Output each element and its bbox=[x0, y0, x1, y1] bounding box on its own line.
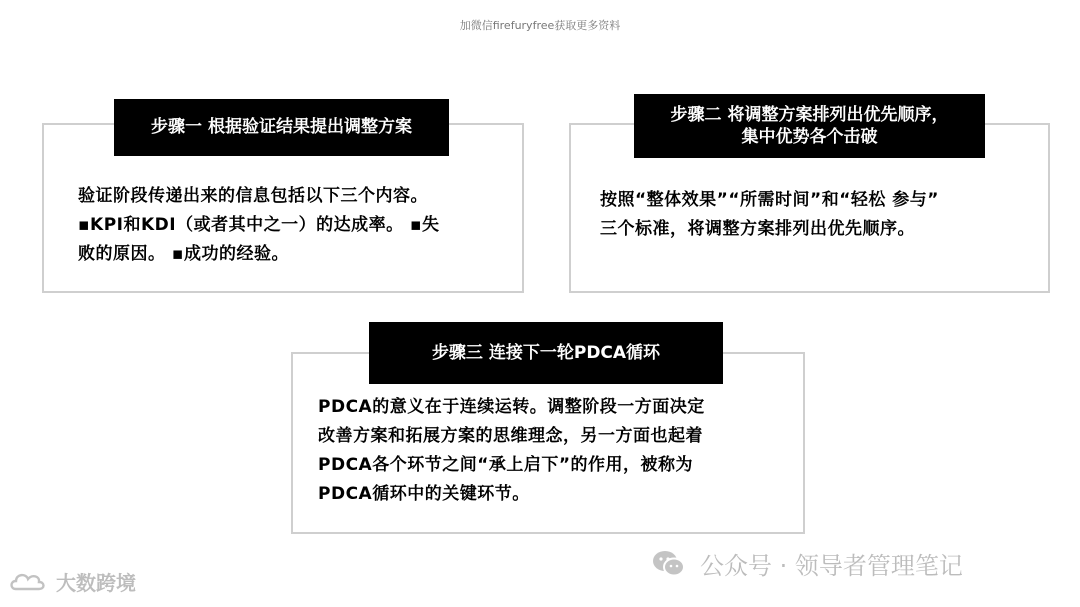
step-one-line: 败的原因。 ▪成功的经验。 bbox=[78, 243, 289, 264]
step-two-title-line: 步骤二 将调整方案排列出优先顺序， bbox=[670, 104, 949, 125]
step-two-title-line: 集中优势各个击破 bbox=[741, 127, 878, 147]
cloud-logo-icon bbox=[8, 569, 52, 595]
step-three-line: 改善方案和拓展方案的思维理念，另一方面也起着 bbox=[318, 425, 703, 446]
step-three-title: 步骤三 连接下一轮PDCA循环 bbox=[369, 322, 723, 384]
step-two-body bbox=[600, 186, 1040, 244]
wechat-watermark-text: 公众号 · 领导者管理笔记 bbox=[700, 552, 963, 580]
step-two-line: 三个标准，将调整方案排列出优先顺序。 bbox=[600, 218, 915, 239]
top-note: 加微信firefuryfree获取更多资料 bbox=[459, 19, 621, 32]
brand-watermark bbox=[8, 567, 136, 596]
wechat-watermark bbox=[652, 546, 963, 581]
step-one-title: 步骤一 根据验证结果提出调整方案 bbox=[114, 99, 449, 156]
step-one-line: 验证阶段传递出来的信息包括以下三个内容。 bbox=[78, 186, 428, 206]
step-one-body bbox=[78, 182, 498, 269]
step-two-line: 按照“整体效果”“所需时间”和“轻松 参与” bbox=[600, 190, 939, 210]
step-three-body bbox=[318, 393, 788, 509]
step-three-line: PDCA循环中的关键环节。 bbox=[318, 483, 530, 504]
step-two-title bbox=[634, 94, 985, 158]
step-three-line: PDCA的意义在于连续运转。调整阶段一方面决定 bbox=[318, 397, 705, 417]
step-one-line: ▪KPI和KDI（或者其中之一）的达成率。 ▪失 bbox=[78, 214, 440, 235]
brand-watermark-text: 大数跨境 bbox=[56, 571, 136, 595]
wechat-icon bbox=[652, 549, 686, 579]
step-three-line: PDCA各个环节之间“承上启下”的作用，被称为 bbox=[318, 454, 694, 475]
